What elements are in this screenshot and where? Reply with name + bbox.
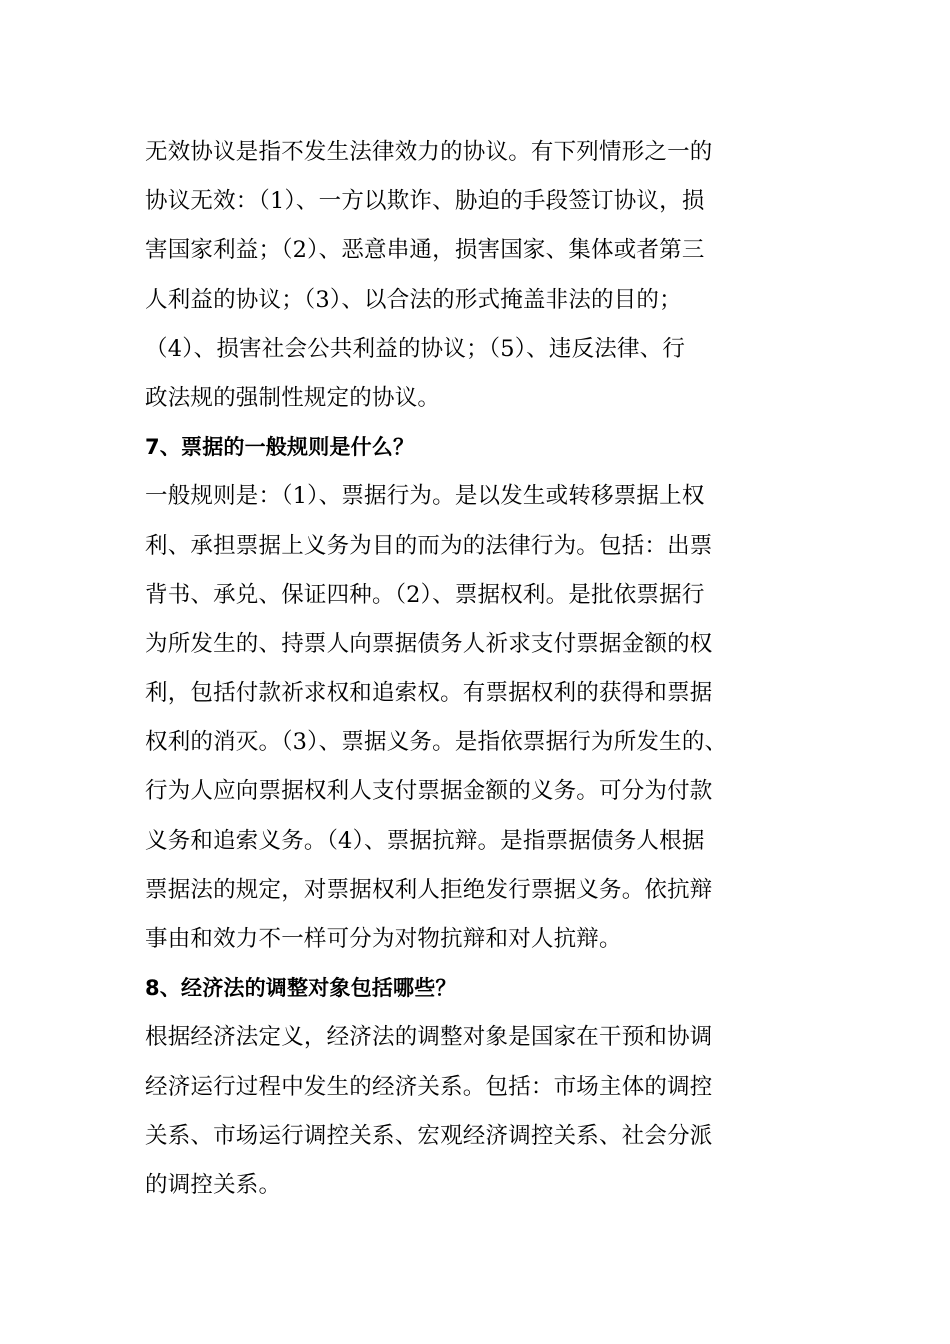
paragraph-line: 事由和效力不一样可分为对物抗辩和对人抗辩。: [145, 926, 622, 952]
paragraph-line: 一般规则是：（1）、票据行为。是以发生或转移票据上权: [145, 483, 705, 510]
paragraph-line: 协议无效：（1）、一方以欺诈、胁迫的手段签订协议，损: [145, 188, 705, 215]
paragraph: [145, 472, 825, 964]
heading-text: 8、经济法的调整对象包括哪些？: [145, 976, 457, 1001]
paragraph-line: 利，包括付款祈求权和追索权。有票据权利的获得和票据: [145, 680, 713, 707]
section-heading: [145, 964, 825, 1013]
paragraph-line: 票据法的规定，对票据权利人拒绝发行票据义务。依抗辩: [145, 876, 713, 903]
paragraph-line: （4）、损害社会公共利益的协议；（5）、违反法律、行: [145, 335, 686, 362]
paragraph-line: 关系、市场运行调控关系、宏观经济调控关系、社会分派: [145, 1122, 713, 1149]
paragraph-line: 义务和追索义务。（4）、票据抗辩。是指票据债务人根据: [145, 827, 705, 854]
paragraph-line: 人利益的协议；（3）、以合法的形式掩盖非法的目的；: [145, 286, 682, 313]
document-body: [145, 128, 825, 1210]
paragraph-line: 为所发生的、持票人向票据债务人祈求支付票据金额的权: [145, 630, 713, 657]
paragraph-line: 无效协议是指不发生法律效力的协议。有下列情形之一的: [145, 139, 713, 165]
paragraph-line: 根据经济法定义，经济法的调整对象是国家在干预和协调: [145, 1024, 713, 1051]
paragraph-line: 行为人应向票据权利人支付票据金额的义务。可分为付款: [145, 778, 713, 805]
paragraph-line: 的调控关系。: [145, 1171, 282, 1198]
paragraph-line: 经济运行过程中发生的经济关系。包括：市场主体的调控: [145, 1073, 713, 1100]
paragraph-line: 利、承担票据上义务为目的而为的法律行为。包括：出票: [145, 532, 713, 559]
paragraph: [145, 128, 825, 423]
paragraph-line: 权利的消灭。（3）、票据义务。是指依票据行为所发生的、: [145, 729, 728, 756]
heading-text: 7、票据的一般规则是什么？: [145, 435, 415, 460]
paragraph-line: 政法规的强制性规定的协议。: [145, 384, 441, 411]
paragraph-line: 害国家利益；（2）、恶意串通，损害国家、集体或者第三: [145, 237, 705, 264]
paragraph-line: 背书、承兑、保证四种。（2）、票据权利。是批依票据行: [145, 581, 705, 608]
section-heading: [145, 423, 825, 472]
paragraph: [145, 1013, 825, 1210]
